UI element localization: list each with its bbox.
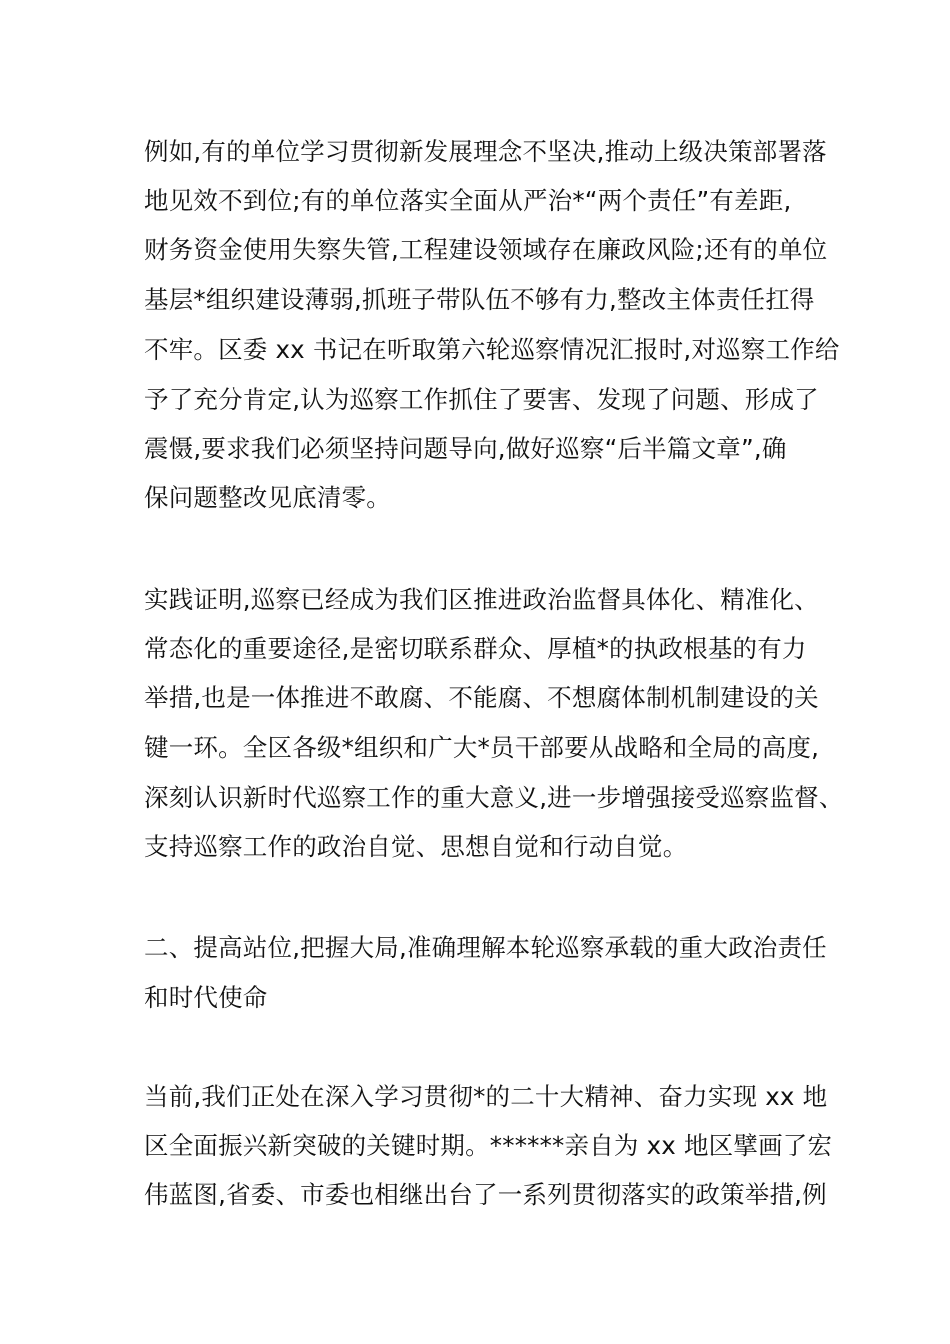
- text-line: 键一环。全区各级*组织和广大*员干部要从战略和全局的高度,: [144, 733, 820, 762]
- text-line: 不牢。区委 xx 书记在听取第六轮巡察情况汇报时,对巡察工作给: [144, 335, 840, 364]
- text-line: 保问题整改见底清零。: [144, 483, 391, 512]
- text-line: 予了充分肯定,认为巡察工作抓住了要害、发现了问题、形成了: [144, 385, 819, 414]
- text-line: 支持巡察工作的政治自觉、思想自觉和行动自觉。: [144, 832, 688, 861]
- text-line: 举措,也是一体推进不敢腐、不能腐、不想腐体制机制建设的关: [144, 683, 819, 712]
- text-line: 财务资金使用失察失管,工程建设领域存在廉政风险;还有的单位: [144, 235, 828, 264]
- text-line: 地见效不到位;有的单位落实全面从严治*“两个责任”有差距,: [144, 186, 792, 215]
- heading-line: 和时代使命: [144, 983, 268, 1012]
- heading-line: 二、提高站位,把握大局,准确理解本轮巡察承载的重大政治责任: [144, 933, 827, 962]
- text-line: 伟蓝图,省委、市委也相继出台了一系列贯彻落实的政策举措,例: [144, 1180, 827, 1209]
- text-line: 实践证明,巡察已经成为我们区推进政治监督具体化、精准化、: [144, 585, 819, 614]
- text-line: 常态化的重要途径,是密切联系群众、厚植*的执政根基的有力: [144, 634, 807, 663]
- text-line: 震慑,要求我们必须坚持问题导向,做好巡察“后半篇文章”,确: [144, 434, 787, 463]
- text-line: 区全面振兴新突破的关键时期。******亲自为 xx 地区擘画了宏: [144, 1131, 833, 1160]
- text-line: 深刻认识新时代巡察工作的重大意义,进一步增强接受巡察监督、: [144, 783, 844, 812]
- text-line: 基层*组织建设薄弱,抓班子带队伍不够有力,整改主体责任扛得: [144, 285, 815, 314]
- text-line: 例如,有的单位学习贯彻新发展理念不坚决,推动上级决策部署落: [144, 137, 827, 166]
- text-line: 当前,我们正处在深入学习贯彻*的二十大精神、奋力实现 xx 地: [144, 1082, 828, 1111]
